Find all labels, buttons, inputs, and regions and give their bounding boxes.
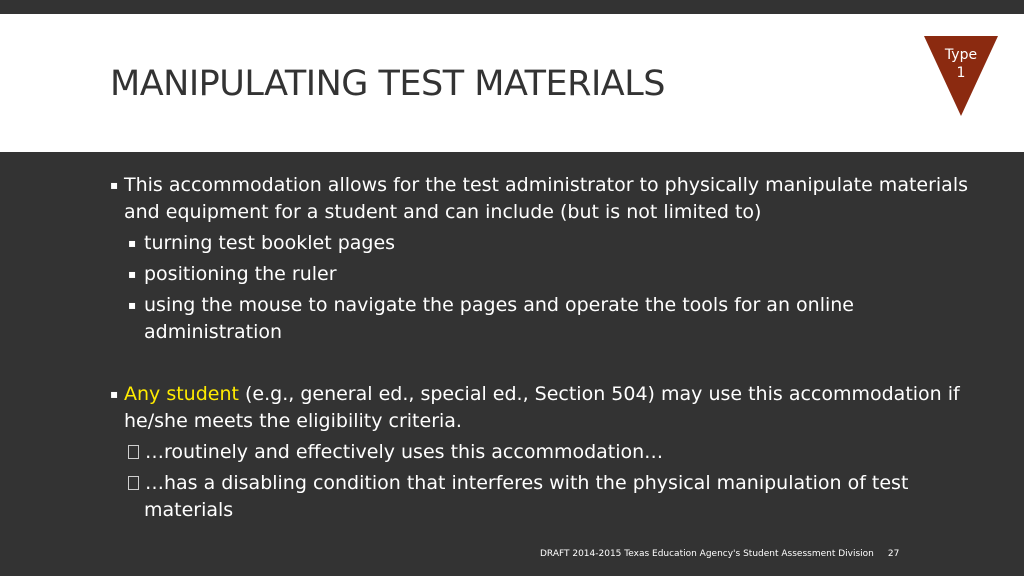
sub-bullet-text: positioning the ruler <box>144 263 337 285</box>
criteria-item <box>128 470 968 524</box>
square-bullet-icon: ▪ <box>128 236 137 250</box>
square-bullet-icon: ▪ <box>110 387 119 401</box>
criteria-text: …routinely and effectively uses this accommodation… <box>145 441 664 463</box>
footer-text: DRAFT 2014-2015 Texas Education Agency's Student Assessment Division <box>540 549 874 559</box>
slide-title: MANIPULATING TEST MATERIALS <box>110 64 665 104</box>
square-bullet-icon: ▪ <box>110 178 119 192</box>
bullet-any-student <box>108 381 968 435</box>
sub-bullet <box>127 292 968 346</box>
slide-content <box>108 172 968 524</box>
sub-bullet-text: turning test booklet pages <box>144 232 396 254</box>
page-number: 27 <box>887 549 900 559</box>
empty-box-icon <box>128 445 139 459</box>
criteria-text: …has a disabling condition that interferes with the physical manipulation of test materials <box>144 472 909 521</box>
type-badge-line1: Type <box>944 47 978 63</box>
bullet-accommodation <box>108 172 968 226</box>
square-bullet-icon: ▪ <box>128 267 137 281</box>
bullet-text: This accommodation allows for the test administrator to physically manipulate materials and equipment for a student and can include (but is not limited to) <box>124 174 969 223</box>
sub-bullet-text: using the mouse to navigate the pages and operate the tools for an online administration <box>144 294 854 343</box>
criteria-item <box>128 439 968 466</box>
sub-bullet <box>127 230 968 257</box>
sub-bullet <box>127 261 968 288</box>
footer <box>540 549 899 559</box>
type-badge-line2: 1 <box>956 65 966 81</box>
bullet-text: (e.g., general ed., special ed., Section 504) may use this accommodation if he/she meets the eligibility criteria. <box>124 383 960 432</box>
type-badge-label <box>924 46 998 82</box>
empty-box-icon <box>128 476 139 490</box>
spacer <box>108 346 968 381</box>
highlight-text: Any student <box>124 383 239 405</box>
square-bullet-icon: ▪ <box>128 298 137 312</box>
